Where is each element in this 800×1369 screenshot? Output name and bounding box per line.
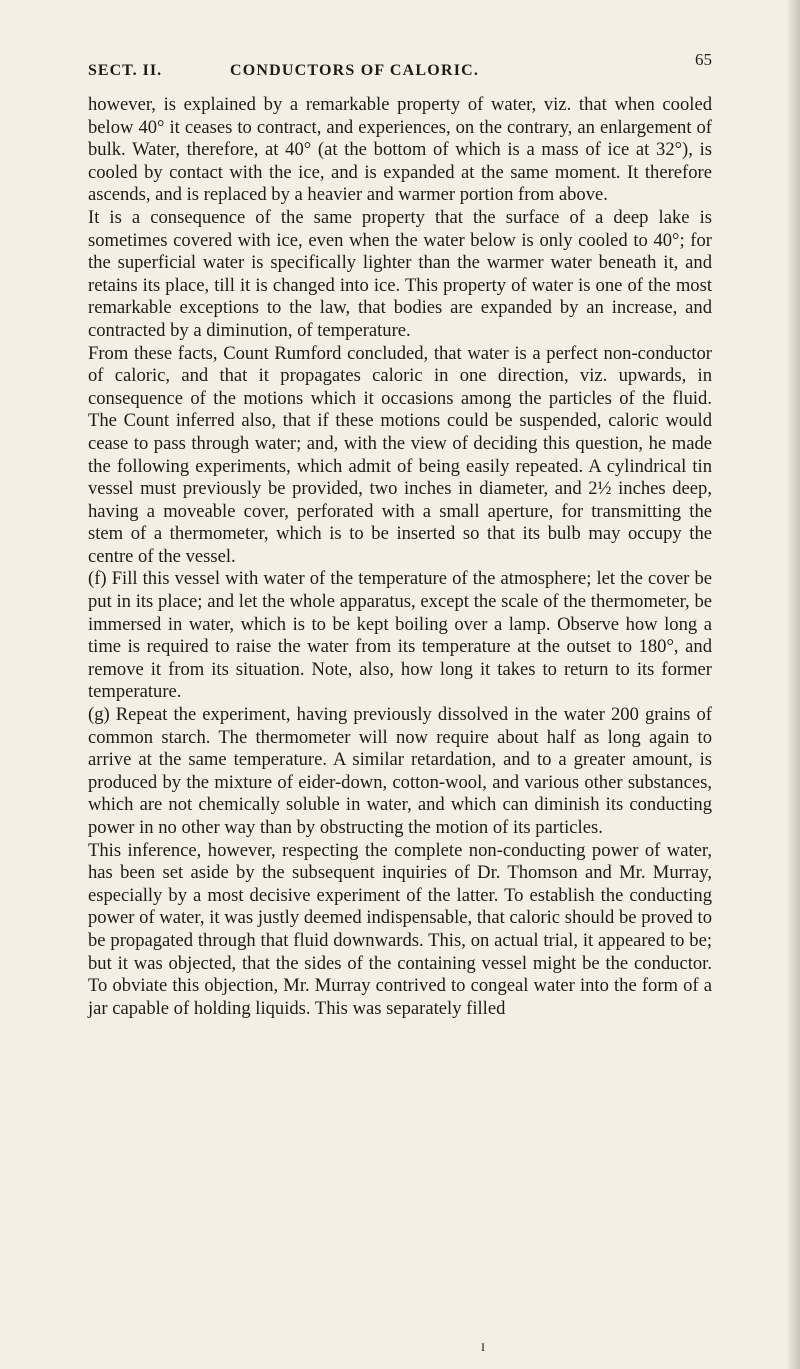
- paragraph: From these facts, Count Rumford concluded, that water is a perfect non-conductor of caloric, and that it propagates caloric in one direction, viz. upwards, in consequence of the motions which it occasions among the particles of the fluid. The Count inferred also, that if these motions could be suspended, caloric would cease to pass through water; and, with the view of deciding this question, he made the following experiments, which admit of being easily repeated. A cylindrical tin vessel must previously be provided, two inches in diameter, and 2½ inches deep, having a moveable cover, perforated with a small aperture, for transmitting the stem of a thermometer, which is to be inserted so that its bulb may occupy the centre of the vessel.: [88, 342, 712, 567]
- body-text: [88, 94, 712, 1020]
- paragraph: (g) Repeat the experiment, having previously dissolved in the water 200 grains of common starch. The thermometer will now require about half as long again to arrive at the same temperature. A similar retardation, and to a greater amount, is produced by the mixture of eider-down, cotton-wool, and various other substances, which are not chemically soluble in water, and which can diminish its conducting power in no other way than by obstructing the motion of its particles.: [88, 704, 712, 838]
- page-number: 65: [695, 50, 712, 69]
- running-header: [88, 50, 712, 84]
- paragraph: This inference, however, respecting the complete non-conducting power of water, has been set aside by the subsequent inquiries of Dr. Thomson and Mr. Murray, especially by a most decisive experiment of the latter. To establish the conducting power of water, it was justly deemed indispensable, that caloric should be proved to be propagated through that fluid downwards. This, on actual trial, it appeared to be; but it was objected, that the sides of the containing vessel might be the conductor. To obviate this objection, Mr. Murray contrived to congeal water into the form of a jar capable of holding liquids. This was separately filled: [88, 839, 712, 1019]
- section-label: SECT. II.: [88, 62, 163, 79]
- paragraph: however, is explained by a remarkable property of water, viz. that when cooled below 40° it ceases to contract, and experiences, on the contrary, an enlargement of bulk. Water, therefore, at 40° (at the bottom of which is a mass of ice at 32°), is cooled by contact with the ice, and is expanded at the same moment. It therefore ascends, and is replaced by a heavier and warmer portion from above.: [88, 94, 712, 206]
- signature-mark: I: [481, 1340, 485, 1354]
- paragraph: It is a consequence of the same property that the surface of a deep lake is sometimes covered with ice, even when the water below is only cooled to 40°; for the superficial water is specifically lighter than the warmer water beneath it, and retains its place, till it is changed into ice. This property of water is one of the most remarkable exceptions to the law, that bodies are expanded by an increase, and contracted by a diminution, of temperature.: [88, 206, 712, 341]
- paragraph: (f) Fill this vessel with water of the temperature of the atmosphere; let the cover be put in its place; and let the whole apparatus, except the scale of the thermometer, be immersed in water, which is to be kept boiling over a lamp. Observe how long a time is required to raise the water from its temperature at the outset to 180°, and remove it from its situation. Note, also, how long it takes to return to its former temperature.: [88, 568, 712, 703]
- running-title: CONDUCTORS OF CALORIC.: [230, 62, 480, 79]
- page-edge-shadow: [786, 0, 800, 1369]
